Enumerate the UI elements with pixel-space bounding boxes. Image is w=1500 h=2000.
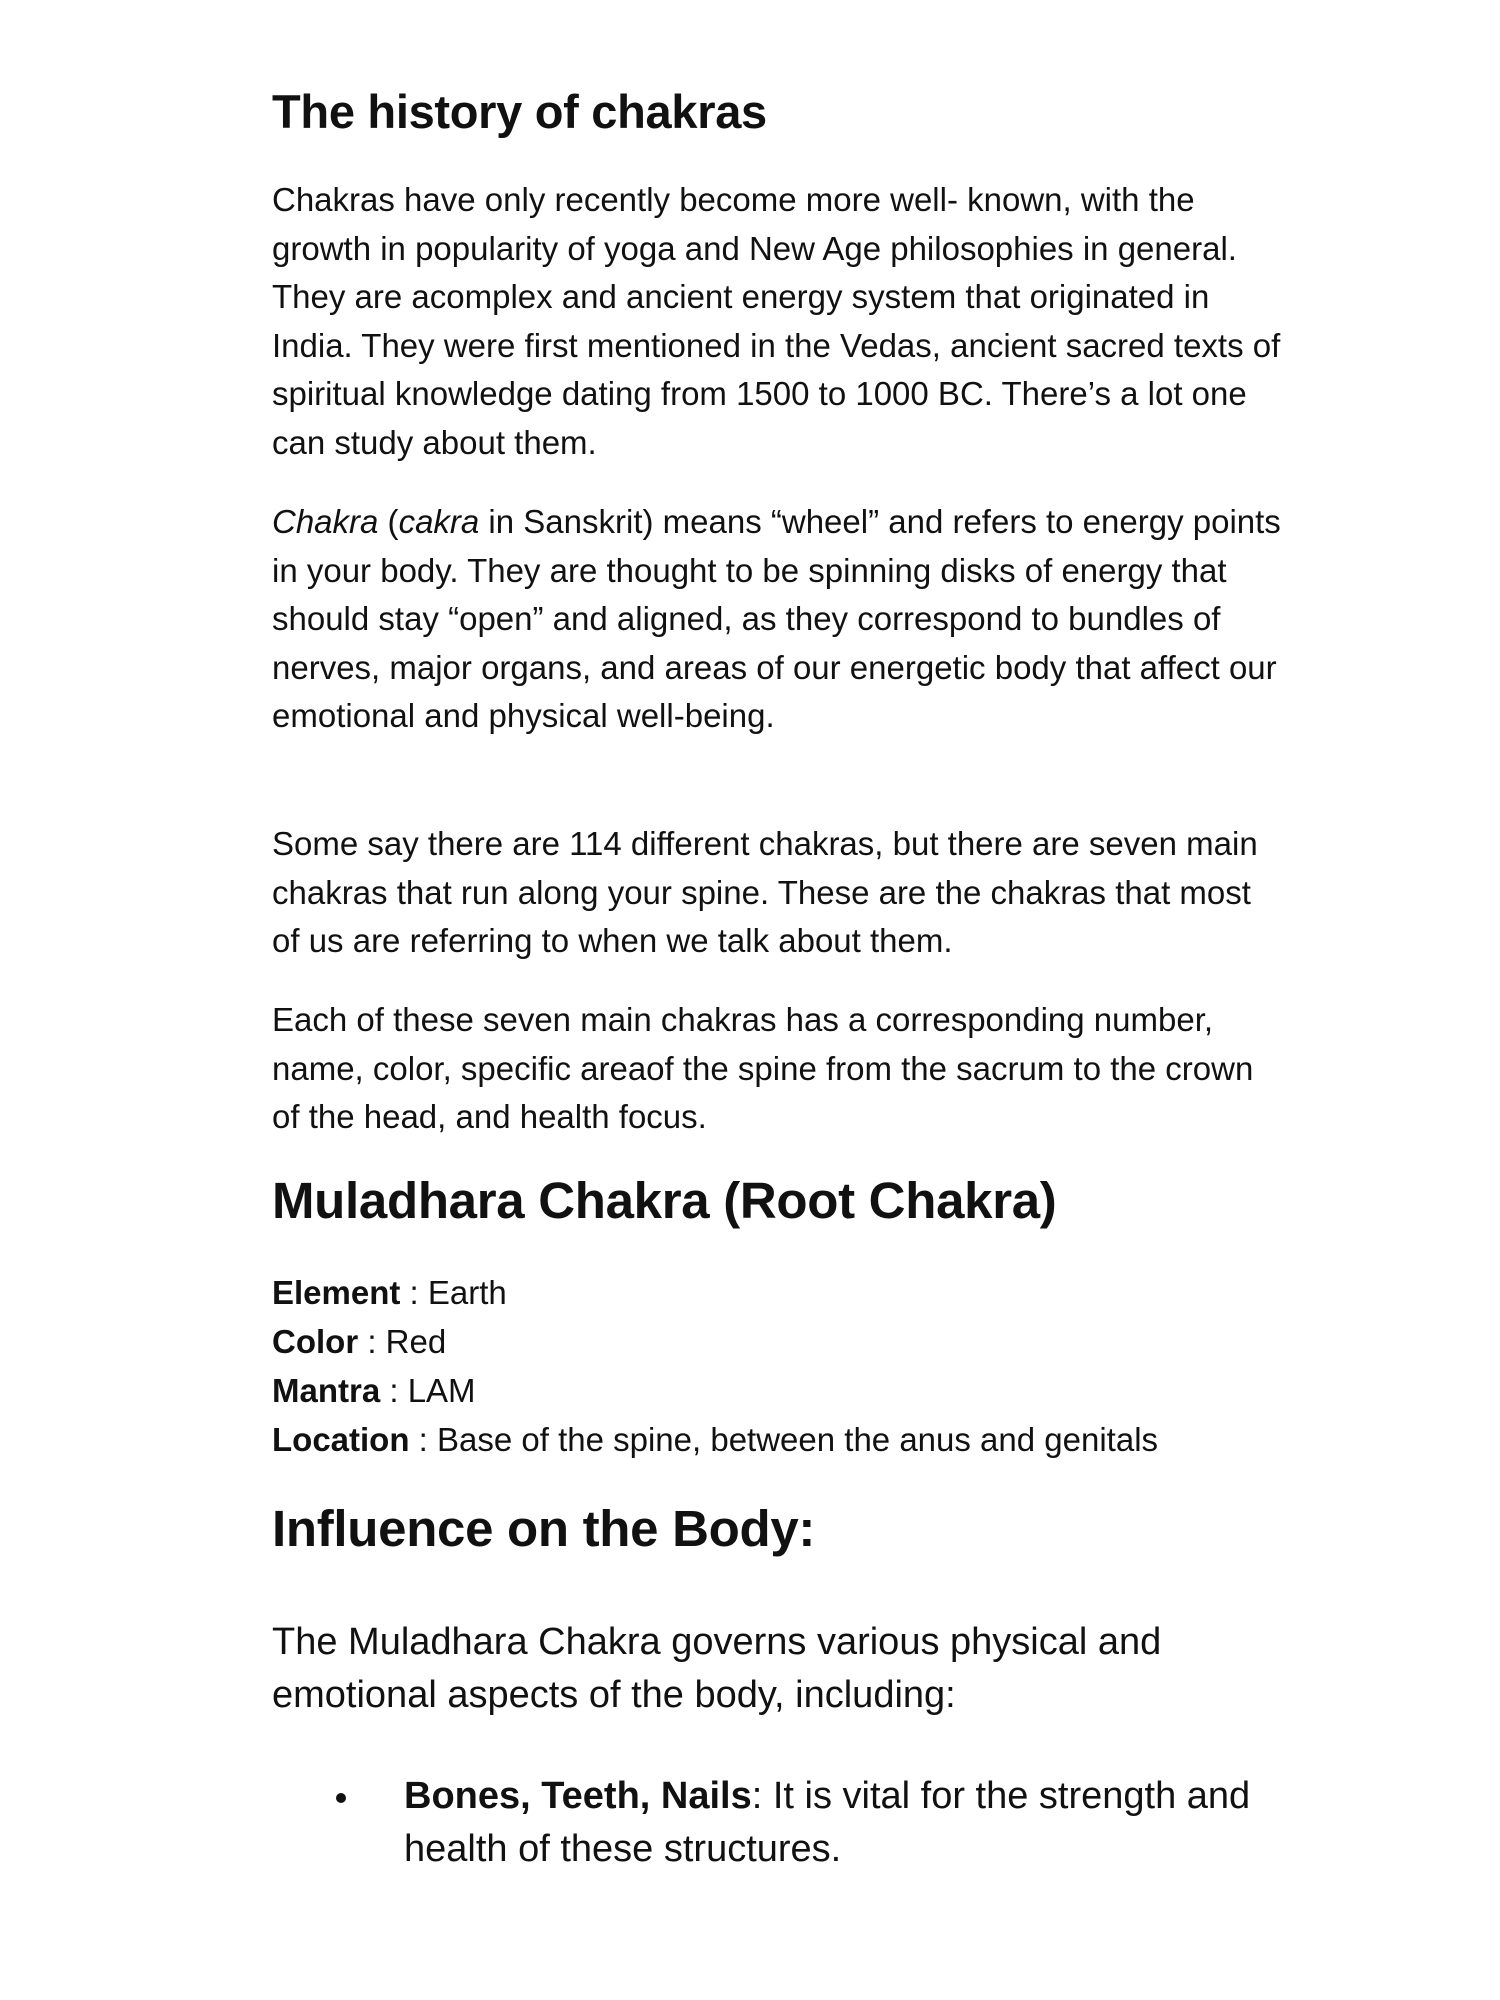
root-chakra-heading: Muladhara Chakra (Root Chakra)	[272, 1172, 1057, 1229]
history-paragraph-3: Some say there are 114 different chakras, but there are seven main chakras that run along your spine. These are the chakras that most of us are referring to when we talk about them.	[272, 825, 1258, 959]
history-paragraph-4: Each of these seven main chakras has a corresponding number, name, color, specific areaof the spine from the sacrum to the crown of the head, and health focus.	[272, 1001, 1254, 1135]
fact-label: Color	[272, 1323, 359, 1360]
fact-color	[272, 1317, 1282, 1366]
fact-value: : Red	[358, 1323, 447, 1360]
fact-element	[272, 1268, 1282, 1317]
history-paragraph-1: Chakras have only recently become more well- known, with the growth in popularity of yoga and New Age philosophies in general. They are acomplex and ancient energy system that originated in India. They were first mentioned in the Vedas, ancient sacred texts of spiritual knowledge dating from 1500 to 1000 BC. There’s a lot one can study about them.	[272, 181, 1281, 461]
influence-heading: Influence on the Body:	[272, 1500, 816, 1557]
fact-label: Location	[272, 1421, 410, 1458]
fact-value: : Earth	[400, 1274, 507, 1311]
chakra-term: Chakra	[272, 503, 379, 540]
paren-open: (	[378, 503, 399, 540]
paragraph-2-rest: in Sanskrit) means “wheel” and refers to energy points in your body. They are thought to be spinning disks of energy that should stay “open” and aligned, as they correspond to bundles of nerves, major organs, and areas of our energetic body that affect our emotional and physical well-being.	[272, 503, 1281, 734]
fact-value: : Base of the spine, between the anus and genitals	[409, 1421, 1159, 1458]
history-paragraph-2	[272, 498, 1282, 741]
list-item-term: Bones, Teeth, Nails	[404, 1775, 752, 1817]
list-item-text: : It is vital for the strength and health of these structures.	[404, 1775, 1251, 1870]
fact-location	[272, 1415, 1282, 1464]
fact-label: Mantra	[272, 1372, 381, 1409]
fact-label: Element	[272, 1274, 401, 1311]
sanskrit-term: cakra	[398, 503, 480, 540]
history-heading: The history of chakras	[272, 85, 767, 138]
root-chakra-facts	[272, 1268, 1282, 1464]
bullet-icon	[336, 1793, 346, 1803]
influence-intro: The Muladhara Chakra governs various physical and emotional aspects of the body, including:	[272, 1621, 1162, 1716]
influence-list	[272, 1770, 1282, 1876]
fact-mantra	[272, 1366, 1282, 1415]
fact-value: : LAM	[380, 1372, 476, 1409]
list-item	[272, 1770, 1282, 1876]
